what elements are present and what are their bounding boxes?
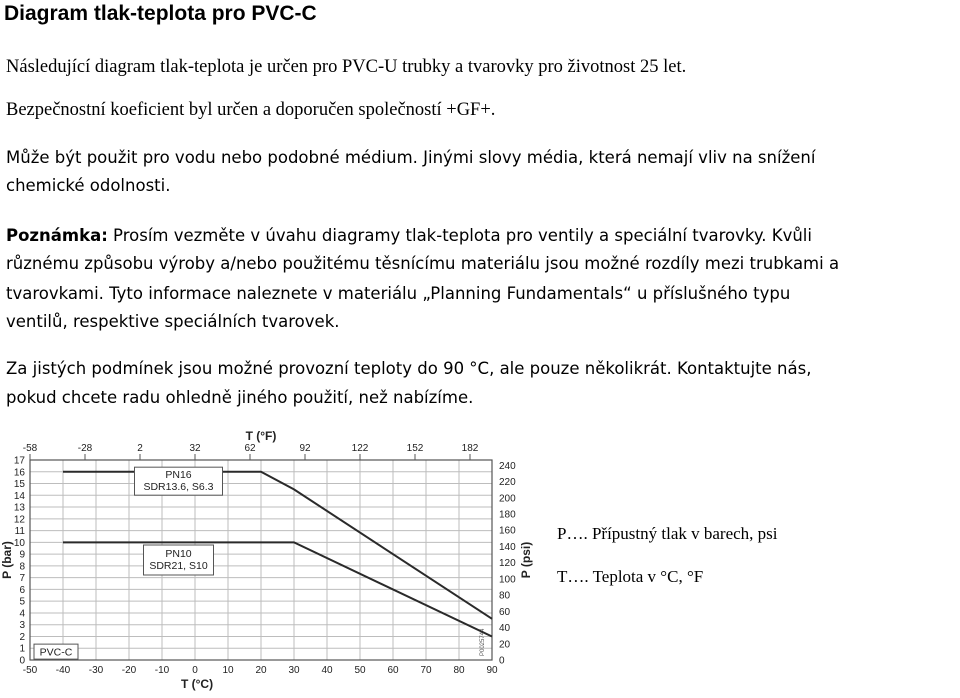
top-axis-tick-label: 92 <box>299 443 311 454</box>
x-tick-label: 40 <box>321 665 333 676</box>
x-axis-label: T (°C) <box>180 677 214 691</box>
top-axis-tick-label: 182 <box>461 443 479 454</box>
y-tick-label: 1 <box>19 643 25 655</box>
series-label: PN10 <box>165 548 192 560</box>
y2-axis-label: P (psi) <box>519 541 533 579</box>
x-tick-label: 70 <box>420 665 432 676</box>
y-tick-label: 3 <box>19 620 25 632</box>
x-tick-label: -20 <box>121 665 137 676</box>
y-tick-label: 15 <box>13 479 25 491</box>
y2-tick-label: 220 <box>499 477 516 489</box>
y-tick-label: 14 <box>13 490 25 502</box>
y-tick-label: 4 <box>19 608 25 620</box>
y2-tick-label: 120 <box>499 558 516 570</box>
series-label: SDR21, S10 <box>149 560 208 572</box>
note-line4: ventilů, respektive speciálních tvarovek. <box>6 312 340 331</box>
temperature-paragraph-line1: Za jistých podmínek jsou možné provozní teploty do 90 °C, ale pouze několikrát. Kontaktujte nás, <box>6 359 812 378</box>
code-label: P0025744 <box>480 628 486 656</box>
x-tick-label: -10 <box>154 665 170 676</box>
x-tick-label: 10 <box>222 665 234 676</box>
legend-pressure: P…. Přípustný tlak v barech, psi <box>557 524 778 543</box>
medium-paragraph-line2: chemické odolnosti. <box>6 176 171 195</box>
material-label: PVC-C <box>39 646 73 659</box>
x-tick-label: 90 <box>486 665 498 676</box>
x-tick-label: -50 <box>22 665 38 676</box>
x-tick-label: 50 <box>354 665 366 676</box>
intro-paragraph: Následující diagram tlak-teplota je určen pro PVC-U trubky a tvarovky pro životnost 25 let. <box>6 57 687 77</box>
top-axis-tick-label: 2 <box>137 443 143 454</box>
y-tick-label: 6 <box>19 584 25 596</box>
y2-tick-label: 140 <box>499 541 516 553</box>
note-line2: různému způsobu výroby a/nebo použitému těsnícímu materiálu jsou možné rozdíly mezi trubkami a <box>6 254 840 273</box>
safety-factor-paragraph: Bezpečnostní koeficient byl určen a doporučen společností +GF+. <box>6 100 496 120</box>
note-line1-text: Prosím vezměte v úvahu diagramy tlak-teplota pro ventily a speciální tvarovky. Kvůli <box>107 226 812 245</box>
y-tick-label: 17 <box>13 455 25 467</box>
top-axis-label: T (°F) <box>245 429 277 443</box>
y-tick-label: 0 <box>19 655 25 667</box>
top-axis-tick-label: -28 <box>77 443 93 454</box>
pressure-temperature-chart <box>0 428 540 693</box>
note-line3: tvarovkami. Tyto informace naleznete v materiálu „Planning Fundamentals“ u příslušného typu <box>6 284 791 303</box>
x-tick-label: 0 <box>192 665 198 676</box>
x-tick-label: 80 <box>453 665 465 676</box>
temperature-paragraph-line2: pokud chcete radu ohledně jiného použití, než nabízíme. <box>6 388 474 407</box>
x-tick-label: -40 <box>55 665 71 676</box>
y2-tick-label: 40 <box>499 623 511 635</box>
y-tick-label: 5 <box>19 596 25 608</box>
y2-tick-label: 100 <box>499 574 516 586</box>
top-axis-tick-label: 152 <box>406 443 424 454</box>
x-tick-label: 30 <box>288 665 300 676</box>
series-label: SDR13.6, S6.3 <box>143 481 214 494</box>
note-label: Poznámka: <box>6 226 108 245</box>
chart-svg <box>0 428 540 693</box>
y-tick-label: 10 <box>13 537 25 549</box>
y-tick-label: 16 <box>13 467 25 479</box>
y-tick-label: 7 <box>19 573 25 585</box>
y-tick-label: 11 <box>14 526 25 538</box>
top-axis-tick-label: 62 <box>244 443 256 454</box>
y-axis-label: P (bar) <box>0 541 14 579</box>
y-tick-label: 12 <box>13 514 25 526</box>
top-axis-tick-label: 32 <box>189 443 201 454</box>
x-tick-label: 20 <box>255 665 267 676</box>
y2-tick-label: 0 <box>499 655 505 667</box>
y2-tick-label: 60 <box>499 606 511 618</box>
page-title: Diagram tlak-teplota pro PVC-C <box>4 2 317 25</box>
y-tick-label: 9 <box>19 549 25 561</box>
y2-tick-label: 200 <box>499 493 516 505</box>
top-axis-tick-label: -58 <box>22 443 38 454</box>
legend-temperature: T…. Teplota v °C, °F <box>557 567 704 586</box>
series-line <box>63 472 492 619</box>
y2-tick-label: 180 <box>499 509 516 521</box>
y-tick-label: 8 <box>19 561 25 573</box>
medium-paragraph-line1: Může být použit pro vodu nebo podobné médium. Jinými slovy média, která nemají vliv na snížení <box>6 148 816 167</box>
y2-tick-label: 20 <box>499 639 511 651</box>
series-label: PN16 <box>165 469 192 482</box>
top-axis-tick-label: 122 <box>351 443 369 454</box>
x-tick-label: 60 <box>387 665 399 676</box>
y-tick-label: 13 <box>13 502 25 514</box>
x-tick-label: -30 <box>88 665 104 676</box>
note-line1 <box>6 223 812 249</box>
y2-tick-label: 240 <box>499 460 516 472</box>
y2-tick-label: 80 <box>499 590 511 602</box>
y2-tick-label: 160 <box>499 525 516 537</box>
y-tick-label: 2 <box>19 631 25 643</box>
